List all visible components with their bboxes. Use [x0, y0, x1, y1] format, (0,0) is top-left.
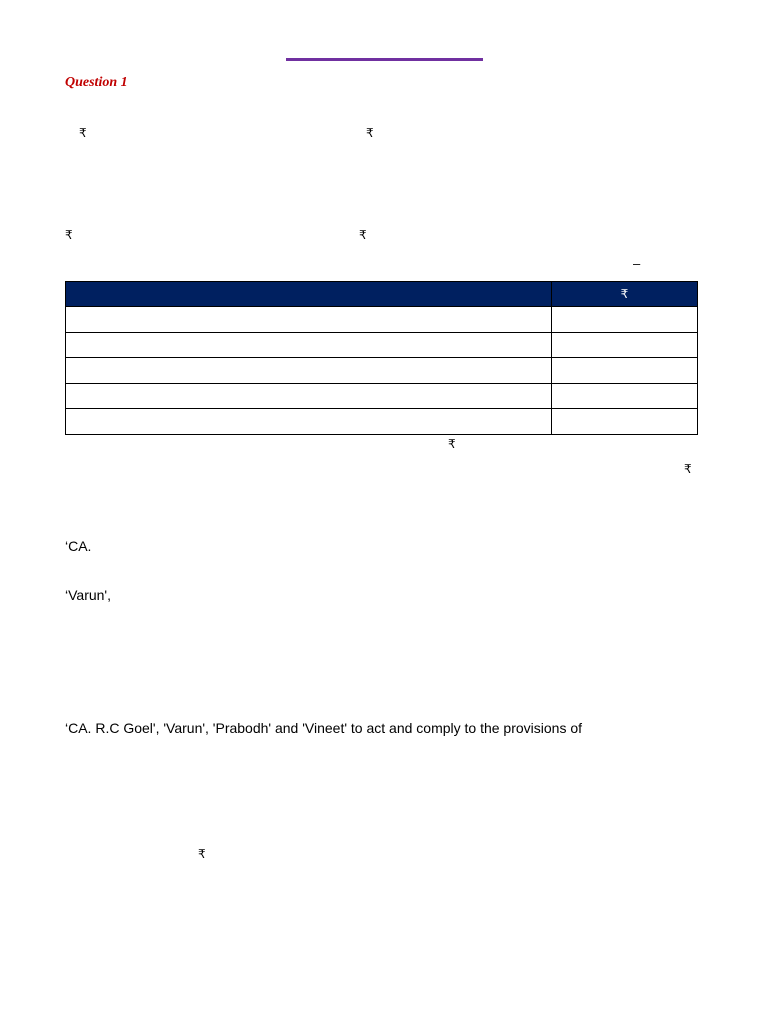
table-header-row [66, 282, 698, 307]
table-cell [552, 332, 698, 358]
table-cell [66, 332, 552, 358]
rupee-symbol: ₹ [366, 126, 374, 140]
table-cell [66, 409, 552, 435]
table-row [66, 358, 698, 384]
question-heading: Question 1 [65, 75, 128, 90]
rupee-symbol: ₹ [65, 228, 73, 242]
rupee-symbol: ₹ [620, 287, 629, 301]
table-cell [66, 307, 552, 333]
data-table [65, 281, 698, 435]
table-row [66, 307, 698, 333]
table-cell [552, 409, 698, 435]
table-cell [552, 383, 698, 409]
table-cell [66, 383, 552, 409]
varun-text-line: ‘Varun', [65, 587, 111, 603]
table-row [66, 383, 698, 409]
names-text-line: ‘CA. R.C Goel', 'Varun', 'Prabodh' and 'Vineet' to act and comply to the provisions of [65, 720, 583, 736]
table-row [66, 332, 698, 358]
rupee-symbol: ₹ [198, 847, 206, 861]
rupee-symbol: ₹ [359, 228, 367, 242]
rupee-symbol: ₹ [684, 462, 692, 476]
table-header-cell [552, 282, 698, 307]
rupee-symbol: ₹ [79, 126, 87, 140]
dash-mark: – [633, 256, 641, 271]
table-header-cell [66, 282, 552, 307]
rupee-symbol: ₹ [448, 437, 456, 451]
title-underline [286, 58, 483, 61]
ca-text-line: ‘CA. [65, 538, 92, 554]
table-cell [552, 358, 698, 384]
table-row [66, 409, 698, 435]
table-cell [552, 307, 698, 333]
table-cell [66, 358, 552, 384]
